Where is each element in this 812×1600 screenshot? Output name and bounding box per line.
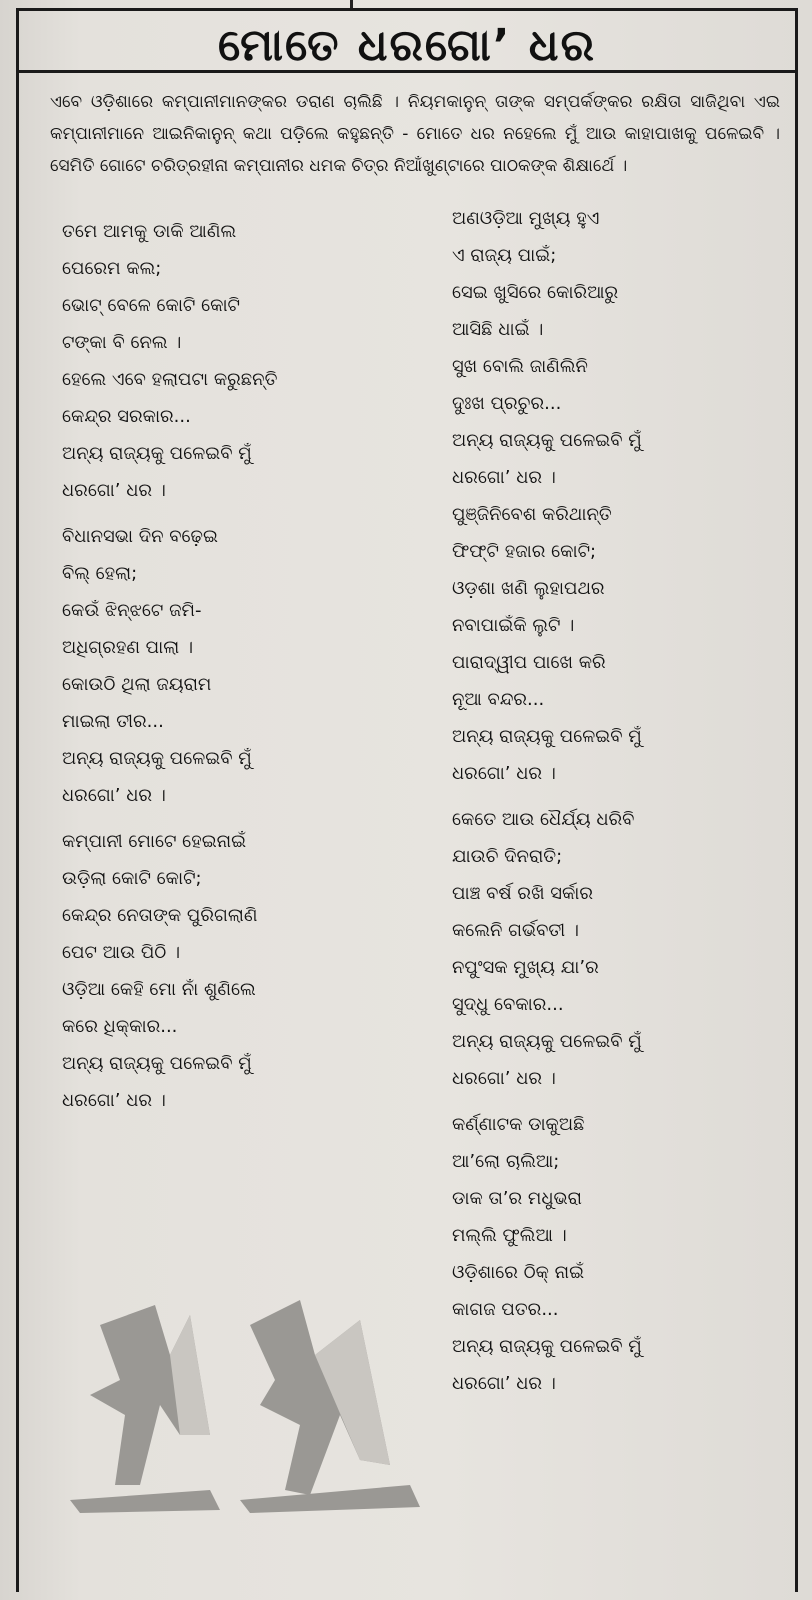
poem-line: କେଉଁ ଝିନ୍‌ଝଟେ ଜମି- <box>62 600 202 621</box>
poem-line: ହେଲେ ଏବେ ହଲାପଟା କରୁଛନ୍ତି <box>62 369 278 390</box>
poem-line: ଅଣଓଡ଼ିଆ ମୁଖ୍ୟ ହୁଏ <box>452 208 600 229</box>
poem-line: ଅନ୍ୟ ରାଜ୍ୟକୁ ପଳେଇବି ମୁଁ <box>452 1336 642 1357</box>
poem-line: ପାଞ୍ଚ ବର୍ଷ ରଖି ସର୍କାର <box>452 883 594 904</box>
poem-line: ପୁଞ୍ଜିନିବେଶ କରିଥାନ୍ତି <box>452 504 612 525</box>
poem-line: ଅନ୍ୟ ରାଜ୍ୟକୁ ପଳେଇବି ମୁଁ <box>452 726 642 747</box>
poem-line: ଧରଗୋ’ ଧର । <box>452 1068 556 1089</box>
poem-line: ଅନ୍ୟ ରାଜ୍ୟକୁ ପଳେଇବି ମୁଁ <box>62 748 252 769</box>
poem-line: ଦୁଃଖ ପ୍ରଚୁର... <box>452 393 562 414</box>
poem-line: ବିଧାନସଭା ଦିନ ବଢ଼େଇ <box>62 526 218 547</box>
poem-line: ଫିଫ୍ଟି ହଜାର କୋଟି; <box>452 541 597 562</box>
poem-line: କେତେ ଆଉ ଧୈର୍ଯ୍ୟ ଧରିବି <box>452 809 635 830</box>
poem-line: ଅନ୍ୟ ରାଜ୍ୟକୁ ପଳେଇବି ମୁଁ <box>62 1053 252 1074</box>
poem-line: ସେଇ ଖୁସିରେ କୋରିଆରୁ <box>452 282 619 303</box>
poem-line: ଭୋଟ୍ ବେଳେ କୋଟି କୋଟି <box>62 295 241 316</box>
poem-line: ପେଟ ଆଉ ପିଠି । <box>62 942 181 963</box>
poem-line: ଧରଗୋ’ ଧର । <box>452 763 556 784</box>
poem-right-column <box>452 200 642 1402</box>
poem-line: କେନ୍ଦ୍ର ସରକାର... <box>62 406 191 427</box>
poem-line: ଓଡ଼ଶା ଖଣି ଲୁହାପଥର <box>452 578 605 599</box>
poem-line: କଲେନି ଗର୍ଭବତୀ । <box>452 920 579 941</box>
poem-line: କେନ୍ଦ୍ର ନେତାଙ୍କ ପୁରିଗଲାଣି <box>62 905 258 926</box>
poem-line: ଧରଗୋ’ ଧର । <box>452 1373 556 1394</box>
poem-line: ଅଧିଗ୍ରହଣ ପାଲା । <box>62 637 194 658</box>
poem-line: ଟଙ୍କା ବି ନେଲ । <box>62 332 182 353</box>
cartoon-illustration <box>60 1285 440 1515</box>
poem-line: ଏ ରାଜ୍ୟ ପାଇଁ; <box>452 245 557 266</box>
poem-line: ଡାକ ତା’ର ମଧୁଭରା <box>452 1188 582 1209</box>
poem-line: ବିଲ୍ ହେଲା; <box>62 563 138 584</box>
poem-line: ଉଡ଼ିଲା କୋଟି କୋଟି; <box>62 868 202 889</box>
article-title: ମୋତେ ଧରଗୋ’ ଧର <box>218 20 596 71</box>
poem-line: ଧରଗୋ’ ଧର । <box>62 1090 166 1111</box>
cartoon-figure-right <box>250 1300 390 1495</box>
poem-line: ପାରାଦ୍ୱୀପ ପାଖେ କରି <box>452 652 606 673</box>
poem-line: କୋଉଠି ଥିଲା ଜୟରାମ <box>62 674 212 695</box>
poem-line: ଅନ୍ୟ ରାଜ୍ୟକୁ ପଳେଇବି ମୁଁ <box>452 1031 642 1052</box>
poem-line: ପେରେମ କଲ; <box>62 258 162 279</box>
poem-line: ମାଇଲା ତୀର... <box>62 711 164 732</box>
poem-line: ଆ’ଲୋ ଚାଲିଆ; <box>452 1151 560 1172</box>
poem-line: ନୂଆ ବନ୍ଦର... <box>452 689 545 710</box>
poem-line: ନପୁଂସକ ମୁଖ୍ୟ ଯା’ର <box>452 957 599 978</box>
poem-line: ଧରଗୋ’ ଧର । <box>62 785 166 806</box>
poem-line: ଓଡ଼ିଆ କେହି ମୋ ନାଁ ଶୁଣିଲେ <box>62 979 256 1000</box>
poem-line: ଯାଉଚି ଦିନରାତି; <box>452 846 563 867</box>
poem-line: ଧରଗୋ’ ଧର । <box>62 480 166 501</box>
top-rule <box>16 8 798 11</box>
poem-line: କମ୍ପାନୀ ମୋଟେ ହେଇନାଇଁ <box>62 831 247 852</box>
poem-line: ଧରଗୋ’ ଧର । <box>452 467 556 488</box>
poem-line: ନବାପାଇଁକି ଲୁଟି । <box>452 615 575 636</box>
poem-line: ସୁଦ୍ଧୁ ବେକାର... <box>452 994 564 1015</box>
cartoon-figure-left <box>90 1305 210 1485</box>
poem-line: ଆସିଛି ଧାଇଁ । <box>452 319 544 340</box>
cartoon-ground <box>70 1485 420 1513</box>
poem-line: ସୁଖ ବୋଲି ଜାଣିଲିନି <box>452 356 588 377</box>
poem-line: ଅନ୍ୟ ରାଜ୍ୟକୁ ପଳେଇବି ମୁଁ <box>62 443 252 464</box>
poem-line: କାଗଜ ପତର... <box>452 1299 559 1320</box>
poem-line: କର୍ଣ୍ଣାଟକ ଡାକୁଅଛି <box>452 1114 585 1135</box>
poem-left-column <box>62 213 277 1119</box>
poem-line: ଓଡ଼ିଶାରେ ଠିକ୍ ନାଇଁ <box>452 1262 585 1283</box>
poem-line: ମଲ୍ଲି ଫୁଲିଆ । <box>452 1225 567 1246</box>
poem-line: ଅନ୍ୟ ରାଜ୍ୟକୁ ପଳେଇବି ମୁଁ <box>452 430 642 451</box>
poem-line: ତମେ ଆମକୁ ଡାକି ଆଣିଲ <box>62 221 237 242</box>
poem-line: କରେ ଧିକ୍କାର... <box>62 1016 178 1037</box>
intro-paragraph: ଏବେ ଓଡ଼ିଶାରେ କମ୍ପାନୀମାନଙ୍କର ଡରାଣ ଚାଲିଛି । ନିୟମକାନୁନ୍ ତାଙ୍କ ସମ୍ପର୍କଙ୍କର ରକ୍ଷିତା ସାଜିଥିବା ଏଇ କମ୍ପାନୀମାନେ ଆଇନିକାନୁନ୍ କଥା ପଡ଼ିଲେ କହୁଛନ୍ତି - ମୋତେ ଧର ନହେଲେ ମୁଁ ଆଉ କାହାପାଖକୁ ପଳେଇବି । ସେମିତି ଗୋଟେ ଚରିତ୍ରହୀନା କମ୍ପାନୀର ଧମକ ଚିତ୍ର ନିଆଁଖୁଣ୍ଟାରେ ପାଠକଙ୍କ ଶିକ୍ଷାର୍ଥେ । <box>50 92 780 176</box>
